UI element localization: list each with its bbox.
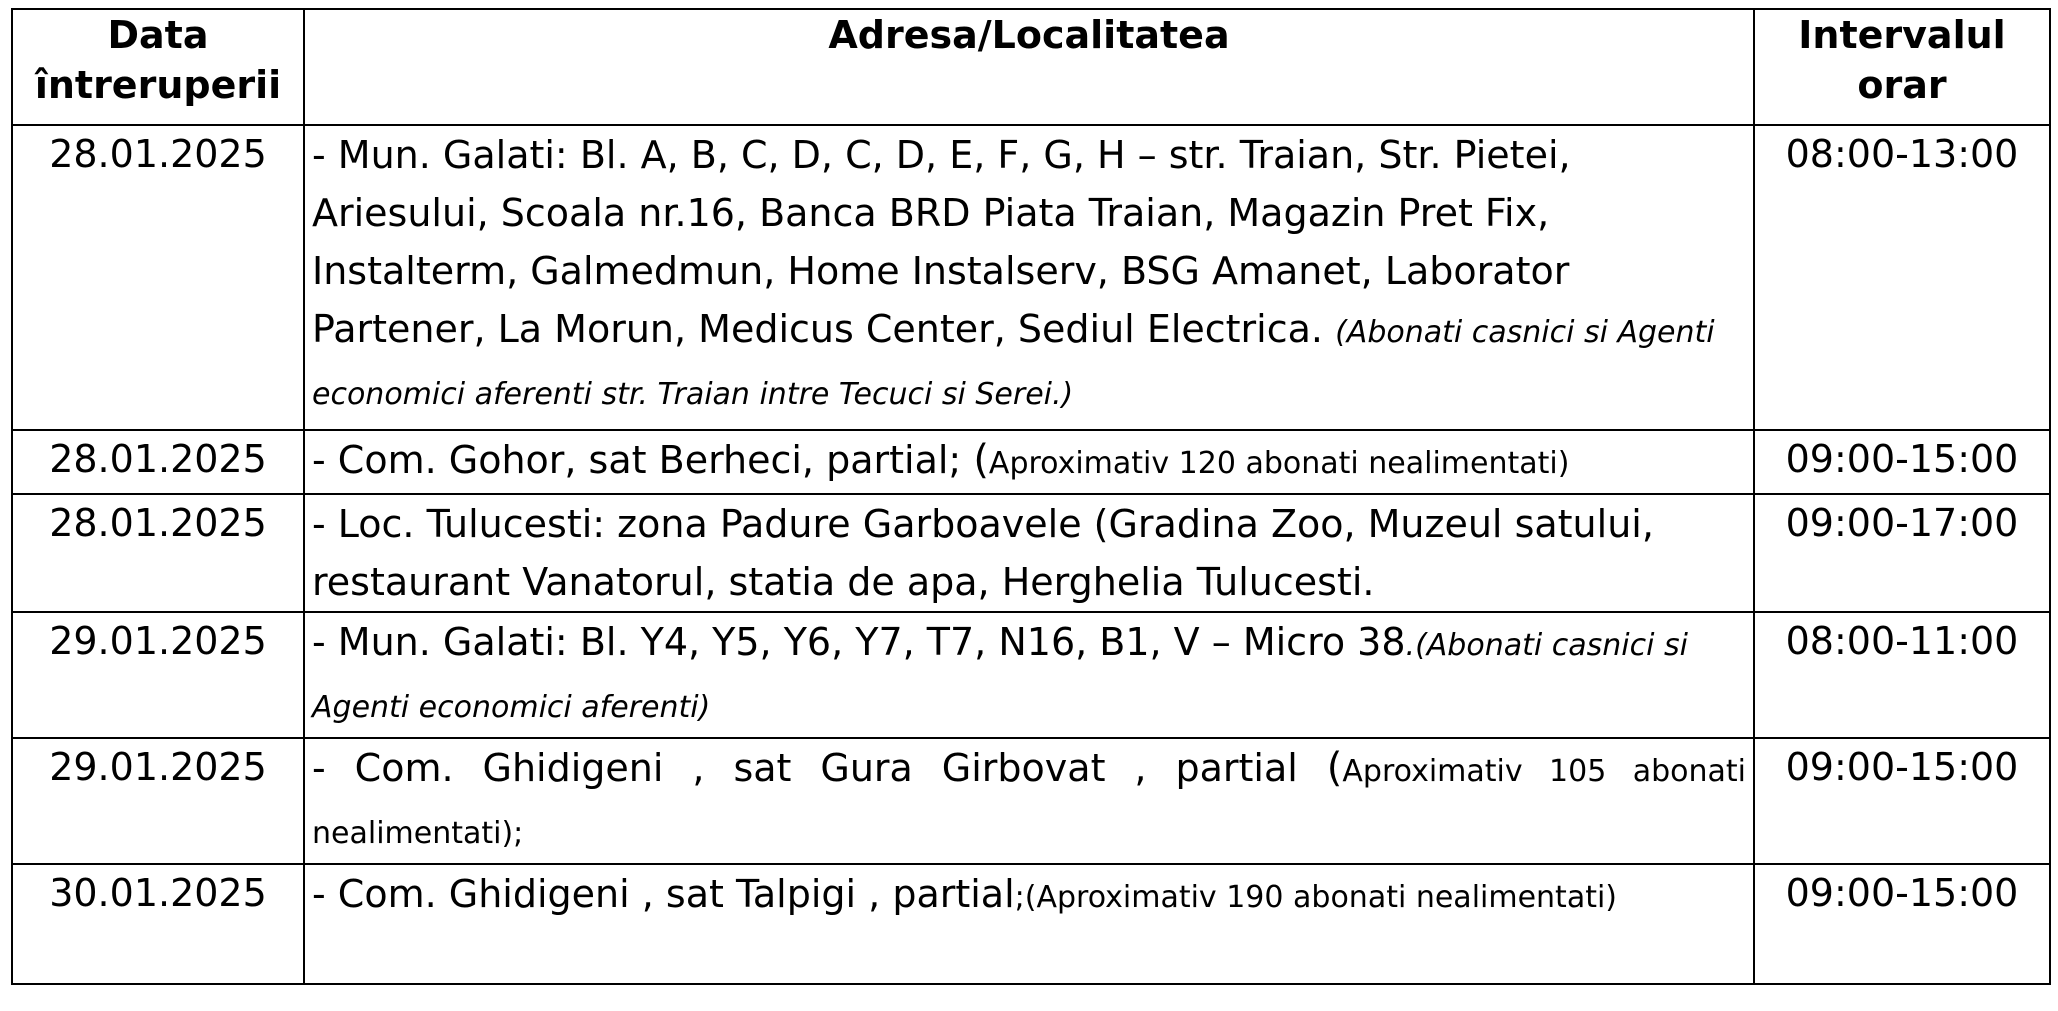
- address-small: ;(Aproximativ 190 abonati nealimentati): [1014, 880, 1617, 915]
- table-header-row: [12, 9, 2050, 125]
- address-paren: (: [1326, 745, 1343, 791]
- cell-date: 29.01.2025: [12, 612, 304, 738]
- header-date: Data întreruperii: [12, 9, 304, 125]
- cell-date: 28.01.2025: [12, 430, 304, 494]
- address-main: - Com. Gohor, sat Berheci, partial;: [312, 438, 974, 482]
- outage-schedule-table: [11, 8, 2051, 985]
- address-main: - Com. Ghidigeni , sat Gura Girbovat , partial: [312, 746, 1327, 790]
- table-row: [12, 738, 2050, 864]
- address-note: (Abonati casnici si Agenti economici aferenti str. Traian intre Tecuci si Serei.): [312, 315, 1715, 412]
- cell-interval: 09:00-17:00: [1754, 494, 2050, 612]
- table-row: [12, 864, 2050, 984]
- cell-address: [304, 612, 1754, 738]
- cell-date: 30.01.2025: [12, 864, 304, 984]
- cell-date: 29.01.2025: [12, 738, 304, 864]
- address-note: .(Abonati casnici si Agenti economici aferenti): [312, 628, 1688, 725]
- table-row: [12, 430, 2050, 494]
- address-main: - Mun. Galati: Bl. Y4, Y5, Y6, Y7, T7, N16, B1, V – Micro 38: [312, 620, 1406, 664]
- address-main: - Loc. Tulucesti: zona Padure Garboavele (Gradina Zoo, Muzeul satului, restaurant Vanatorul, statia de apa, Herghelia Tulucesti.: [312, 502, 1654, 604]
- cell-address: [304, 738, 1754, 864]
- cell-interval: 09:00-15:00: [1754, 864, 2050, 984]
- header-interval: Intervalul orar: [1754, 9, 2050, 125]
- cell-interval: 09:00-15:00: [1754, 738, 2050, 864]
- cell-address: [304, 864, 1754, 984]
- address-small: Aproximativ 120 abonati nealimentati): [988, 446, 1570, 481]
- cell-interval: 09:00-15:00: [1754, 430, 2050, 494]
- header-address: Adresa/Localitatea: [304, 9, 1754, 125]
- address-paren: (: [973, 437, 989, 483]
- cell-address: [304, 494, 1754, 612]
- cell-date: 28.01.2025: [12, 494, 304, 612]
- table-row: [12, 125, 2050, 430]
- table-row: [12, 494, 2050, 612]
- address-main: - Com. Ghidigeni , sat Talpigi , partial: [312, 872, 1015, 916]
- cell-address: [304, 430, 1754, 494]
- table-row: [12, 612, 2050, 738]
- cell-interval: 08:00-13:00: [1754, 125, 2050, 430]
- cell-interval: 08:00-11:00: [1754, 612, 2050, 738]
- address-small: Aproximativ 105 abonati nealimentati);: [312, 754, 1746, 851]
- cell-date: 28.01.2025: [12, 125, 304, 430]
- cell-address: [304, 125, 1754, 430]
- address-main: - Mun. Galati: Bl. A, B, C, D, C, D, E, F, G, H – str. Traian, Str. Pietei, Ariesului, Scoala nr.16, Banca BRD Piata Traian, Magazin Pret Fix, Instalterm, Galmedmun, Home Instalserv, BSG Amanet, Laborator Partener, La Morun, Medicus Center, Sediul Electrica.: [312, 133, 1571, 351]
